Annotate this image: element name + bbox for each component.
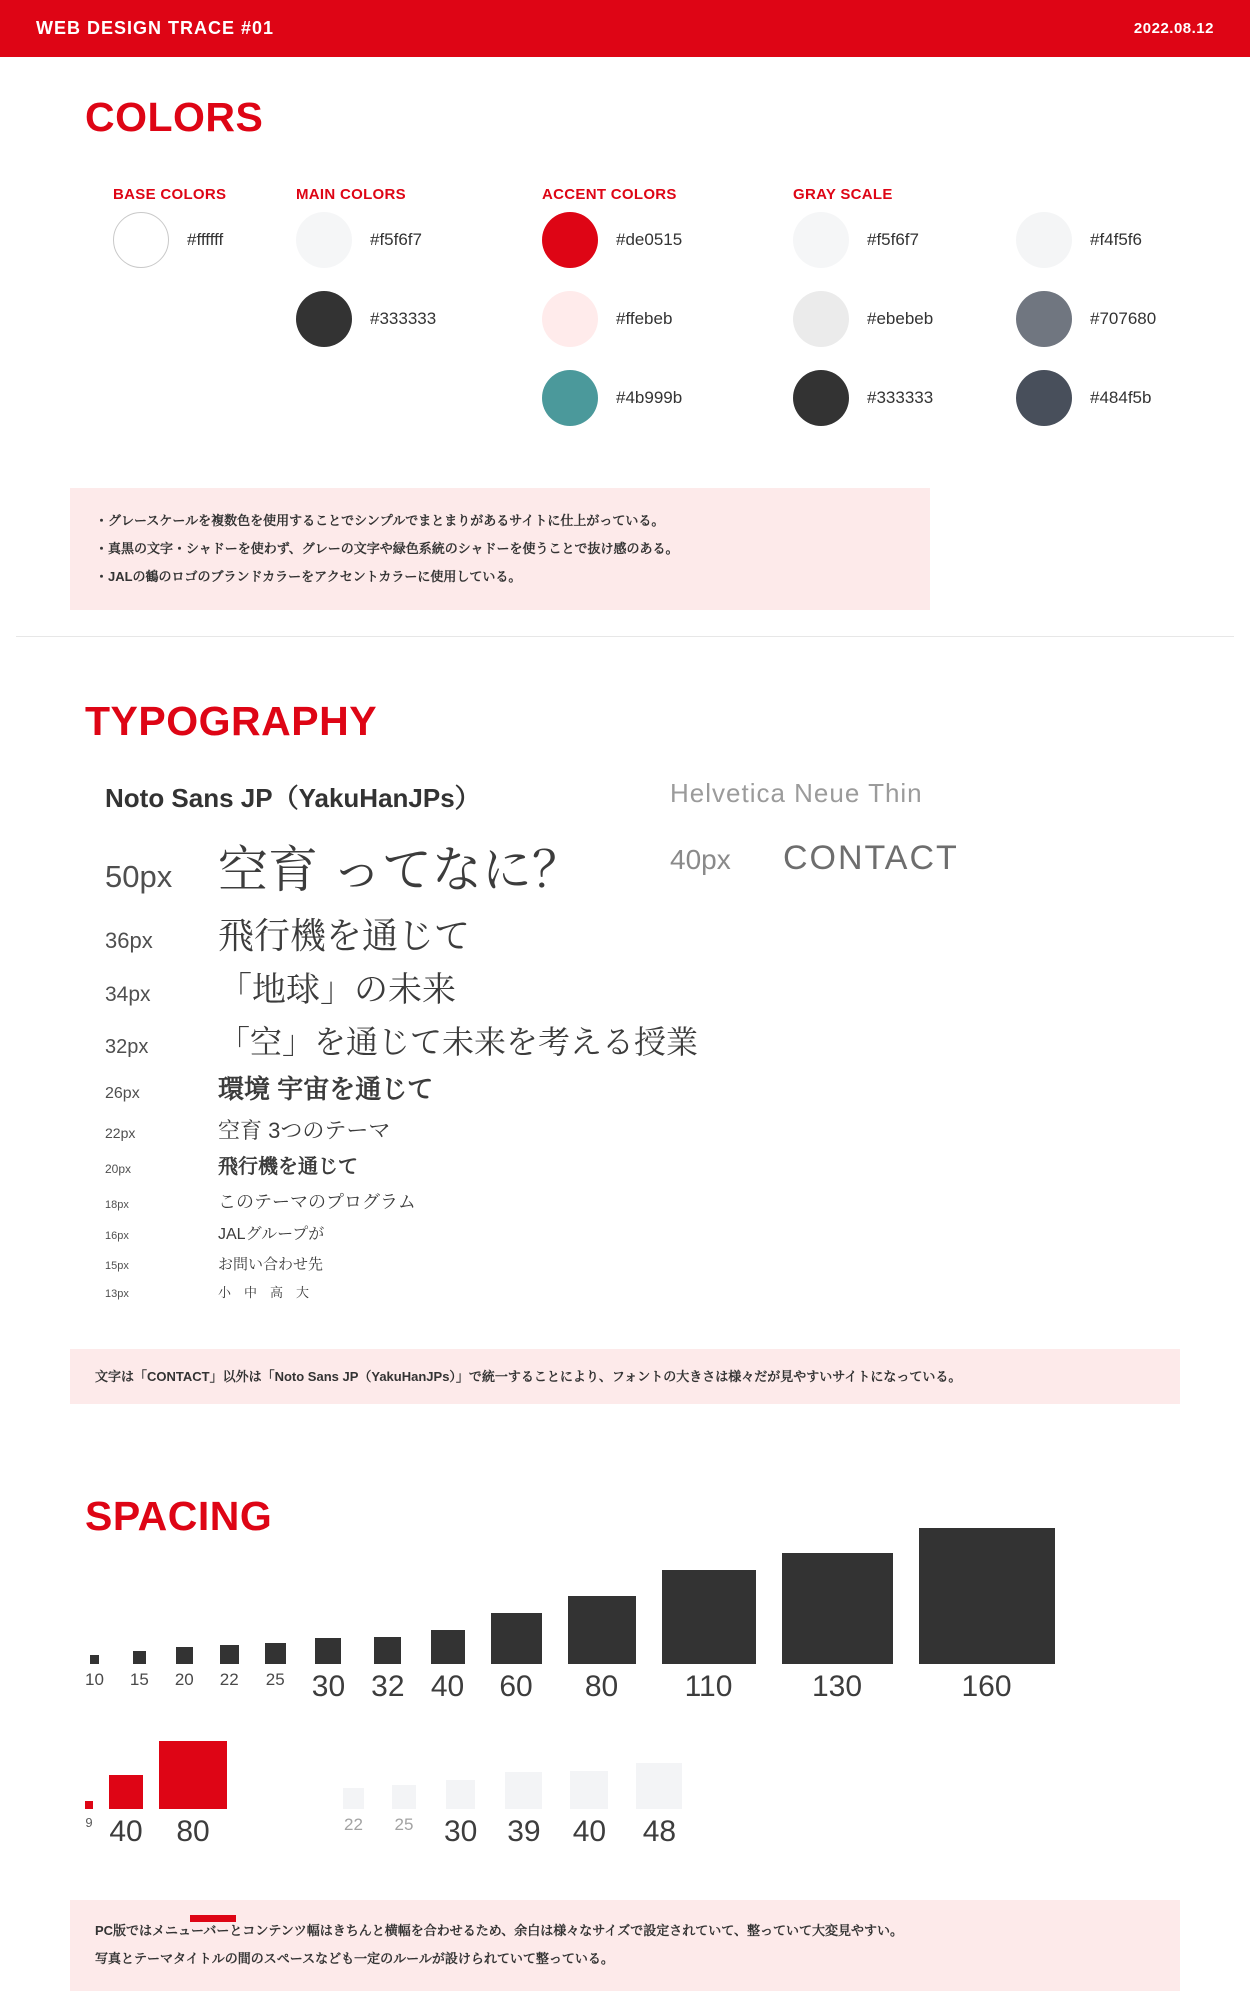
spacing-square-label: 80 <box>176 1814 210 1848</box>
primary-font-name: Noto Sans JP（YakuHanJPs） <box>105 783 481 813</box>
spacing-note-line: 写真とテーマタイトルの間のスペースなども一定のルールが設けられていて整っている。 <box>95 1951 614 1967</box>
color-swatch <box>542 291 598 347</box>
spacing-square-label: 30 <box>311 1669 346 1703</box>
font-size-sample-row <box>105 1117 670 1145</box>
spacing-square-item <box>431 1630 465 1709</box>
spacing-square <box>220 1645 239 1664</box>
color-hex-label: #333333 <box>867 388 934 408</box>
color-swatch <box>1016 212 1072 268</box>
font-size-sample-row <box>105 913 670 958</box>
spacing-square <box>315 1638 341 1664</box>
color-group-label: BASE COLORS <box>113 186 227 204</box>
type-sample-text: 環境 宇宙を通じて <box>218 1074 434 1104</box>
spacing-square <box>662 1570 756 1664</box>
color-swatch <box>1016 291 1072 347</box>
color-group <box>1016 186 1156 449</box>
color-swatch-row <box>296 212 542 268</box>
secondary-font-name: Helvetica Neue Thin <box>670 778 923 808</box>
primary-font-column <box>105 778 699 1313</box>
spacing-square <box>343 1788 364 1809</box>
type-sample-text: JALグループが <box>218 1225 325 1243</box>
spacing-square <box>570 1771 608 1809</box>
color-swatch <box>113 212 169 268</box>
secondary-font-sample <box>670 839 1250 878</box>
type-sample-text: 空育 3つのテーマ <box>218 1117 391 1143</box>
color-hex-label: #de0515 <box>616 230 683 250</box>
color-swatch-row <box>1016 212 1156 268</box>
color-swatch-row <box>793 291 1016 347</box>
color-group <box>542 186 793 449</box>
spacing-square-item <box>175 1647 194 1709</box>
font-size-sample-row <box>105 1256 670 1275</box>
type-sample-text: 飛行機を通じて <box>218 1156 358 1178</box>
type-sample-text: 小 中 高 大 <box>218 1285 310 1301</box>
spacing-square-label: 160 <box>961 1669 1012 1703</box>
colors-note-box <box>70 488 930 610</box>
spacing-square-label: 10 <box>85 1669 104 1689</box>
spacing-square-item <box>444 1780 477 1854</box>
spacing-square <box>109 1775 143 1809</box>
colors-section <box>0 95 1250 610</box>
next-section-peek <box>190 1915 236 1922</box>
spacing-square-label: 110 <box>684 1669 733 1703</box>
color-swatch <box>793 212 849 268</box>
spacing-square-label: 25 <box>394 1814 414 1834</box>
color-hex-label: #484f5b <box>1090 388 1152 408</box>
spacing-square-label: 32 <box>371 1669 405 1703</box>
spacing-square <box>90 1655 99 1664</box>
font-size-sample-row <box>105 1285 670 1301</box>
color-hex-label: #ebebeb <box>867 309 934 329</box>
color-group-label: GRAY SCALE <box>793 186 893 204</box>
type-size-label: 36px <box>105 927 153 953</box>
color-swatch <box>542 370 598 426</box>
color-hex-label: #ffffff <box>187 230 224 250</box>
font-size-sample-row <box>105 839 670 902</box>
type-size-label: 32px <box>105 1036 149 1058</box>
typography-note-box <box>70 1349 1180 1405</box>
spacing-square-item <box>392 1785 416 1854</box>
spacing-square-label: 30 <box>444 1814 478 1848</box>
typography-section <box>0 699 1250 1405</box>
spacing-square <box>133 1651 146 1664</box>
type-sample-text: 「空」を通じて未来を考える授業 <box>218 1024 699 1060</box>
type-size-label: 40px <box>670 844 731 875</box>
type-size-label: 22px <box>105 1124 136 1141</box>
spacing-square-label: 22 <box>344 1814 363 1834</box>
color-swatch-row <box>542 370 793 426</box>
color-hex-label: #f5f6f7 <box>867 230 919 250</box>
spacing-scale-second-row <box>85 1741 1250 1854</box>
spacing-section <box>0 1494 1250 1990</box>
color-swatch-row <box>1016 370 1156 426</box>
type-sample-text: 飛行機を通じて <box>218 914 471 956</box>
type-size-label: 15px <box>105 1259 129 1272</box>
spacing-square-item <box>782 1553 893 1709</box>
color-group <box>296 186 542 449</box>
spacing-square-label: 9 <box>85 1814 93 1830</box>
type-size-label: 13px <box>105 1288 129 1301</box>
color-swatch-row <box>542 212 793 268</box>
section-divider <box>16 636 1234 637</box>
type-size-label: 26px <box>105 1085 140 1102</box>
color-swatch <box>296 212 352 268</box>
page-title: WEB DESIGN TRACE #01 <box>36 18 275 38</box>
type-size-label: 50px <box>105 859 173 894</box>
font-size-sample-row <box>105 1191 670 1214</box>
type-size-label: 18px <box>105 1199 129 1211</box>
spacing-scale-red-group <box>85 1741 227 1854</box>
spacing-square-item <box>130 1651 149 1709</box>
color-group-label <box>1016 186 1156 212</box>
color-swatch-row <box>1016 291 1156 347</box>
spacing-square <box>446 1780 475 1809</box>
font-size-sample-row <box>105 1073 670 1106</box>
spacing-square <box>491 1613 542 1664</box>
spacing-square <box>568 1596 636 1664</box>
color-swatch-groups <box>113 186 1250 449</box>
type-size-label: 34px <box>105 982 151 1006</box>
spacing-square <box>431 1630 465 1664</box>
color-group <box>113 186 296 449</box>
spacing-scale-dark-row <box>85 1528 1250 1709</box>
font-size-sample-row <box>105 969 670 1012</box>
header-date: 2022.08.12 <box>1133 20 1214 37</box>
spacing-square <box>159 1741 227 1809</box>
spacing-square-item <box>662 1570 756 1709</box>
spacing-square-item <box>343 1788 364 1854</box>
color-swatch <box>296 291 352 347</box>
color-hex-label: #707680 <box>1090 309 1157 329</box>
font-size-sample-row <box>105 1022 699 1062</box>
spacing-square-label: 39 <box>507 1814 541 1848</box>
spacing-square-item <box>312 1638 345 1709</box>
spacing-section-title: SPACING <box>85 1493 273 1540</box>
type-sample-text: このテーマのプログラム <box>218 1192 416 1212</box>
color-swatch-row <box>542 291 793 347</box>
spacing-square-label: 15 <box>129 1669 149 1689</box>
color-swatch-row <box>113 212 296 268</box>
spacing-square-label: 80 <box>584 1669 619 1703</box>
spacing-square <box>374 1637 401 1664</box>
spacing-square-label: 40 <box>572 1814 607 1848</box>
font-size-sample-list <box>105 839 699 1302</box>
type-sample-text: お問い合わせ先 <box>218 1255 324 1273</box>
colors-note-line: ・JALの鶴のロゴのブランドカラーをアクセントカラーに使用している。 <box>95 568 522 584</box>
color-swatch-row <box>296 291 542 347</box>
secondary-font-column <box>670 778 1250 1313</box>
colors-note-line: ・グレースケールを複数色を使用することでシンプルでまとまりがあるサイトに仕上がっている。 <box>95 513 665 529</box>
font-size-sample-row <box>105 1155 670 1180</box>
spacing-scale-light-group <box>343 1763 682 1854</box>
spacing-square-item <box>636 1763 682 1854</box>
color-swatch <box>793 370 849 426</box>
spacing-square <box>265 1643 286 1664</box>
type-size-label: 20px <box>105 1162 132 1176</box>
spacing-square-item <box>109 1775 143 1854</box>
spacing-square <box>782 1553 893 1664</box>
spacing-square-item <box>85 1655 104 1709</box>
spacing-square-item <box>85 1801 93 1854</box>
spacing-square <box>505 1772 542 1809</box>
typography-section-title: TYPOGRAPHY <box>85 697 378 744</box>
spacing-square-label: 22 <box>219 1669 239 1689</box>
typography-note-text: 文字は「CONTACT」以外は「Noto Sans JP（YakuHanJPs）」で統一することにより、フォントの大きさは様々だが見やすいサイトになっている。 <box>95 1368 962 1384</box>
colors-note-line: ・真黒の文字・シャドーを使わず、グレーの文字や緑色系統のシャドーを使うことで抜け感のある。 <box>95 541 679 557</box>
color-swatch-row <box>793 370 1016 426</box>
color-group-label: ACCENT COLORS <box>542 186 677 204</box>
header-bar <box>0 0 1250 57</box>
spacing-square-label: 130 <box>811 1669 863 1703</box>
color-swatch-row <box>793 212 1016 268</box>
spacing-square-label: 40 <box>109 1814 143 1848</box>
spacing-square-label: 25 <box>265 1669 285 1689</box>
spacing-square-label: 20 <box>174 1669 194 1689</box>
type-sample-text: 空育 ってなに？ <box>218 842 582 898</box>
color-hex-label: #333333 <box>370 309 437 329</box>
spacing-note-line: PC版ではメニューバーとコンテンツ幅はきちんと横幅を合わせるため、余白は様々なサイズで設定されていて、整っていて大変見やすい。 <box>95 1922 903 1938</box>
spacing-square <box>176 1647 193 1664</box>
spacing-square-item <box>919 1528 1055 1709</box>
color-hex-label: #4b999b <box>616 388 683 408</box>
spacing-square-item <box>265 1643 286 1709</box>
spacing-square-label: 60 <box>499 1669 533 1703</box>
spacing-square-item <box>371 1637 404 1709</box>
color-swatch <box>1016 370 1072 426</box>
spacing-square-item <box>568 1596 636 1709</box>
spacing-square <box>636 1763 682 1809</box>
typography-samples <box>105 778 1250 1313</box>
color-swatch <box>793 291 849 347</box>
spacing-square-item <box>491 1613 542 1709</box>
spacing-square-item <box>570 1771 608 1854</box>
spacing-square-label: 48 <box>642 1814 677 1848</box>
colors-section-title: COLORS <box>85 94 264 140</box>
spacing-square-label: 40 <box>430 1669 465 1703</box>
color-swatch <box>542 212 598 268</box>
spacing-note-box <box>70 1900 1180 1991</box>
spacing-square <box>919 1528 1055 1664</box>
color-hex-label: #f5f6f7 <box>370 230 422 250</box>
font-size-sample-row <box>105 1225 670 1245</box>
spacing-square <box>85 1801 93 1809</box>
spacing-square <box>392 1785 416 1809</box>
color-group <box>793 186 1016 449</box>
type-sample-text: CONTACT <box>783 839 959 877</box>
spacing-square-item <box>505 1772 542 1854</box>
type-size-label: 16px <box>105 1229 129 1242</box>
color-group-label: MAIN COLORS <box>296 186 406 204</box>
spacing-square-item <box>220 1645 239 1709</box>
color-hex-label: #f4f5f6 <box>1090 230 1142 250</box>
type-sample-text: 「地球」の未来 <box>218 970 456 1009</box>
color-hex-label: #ffebeb <box>616 309 673 329</box>
spacing-square-item <box>159 1741 227 1854</box>
